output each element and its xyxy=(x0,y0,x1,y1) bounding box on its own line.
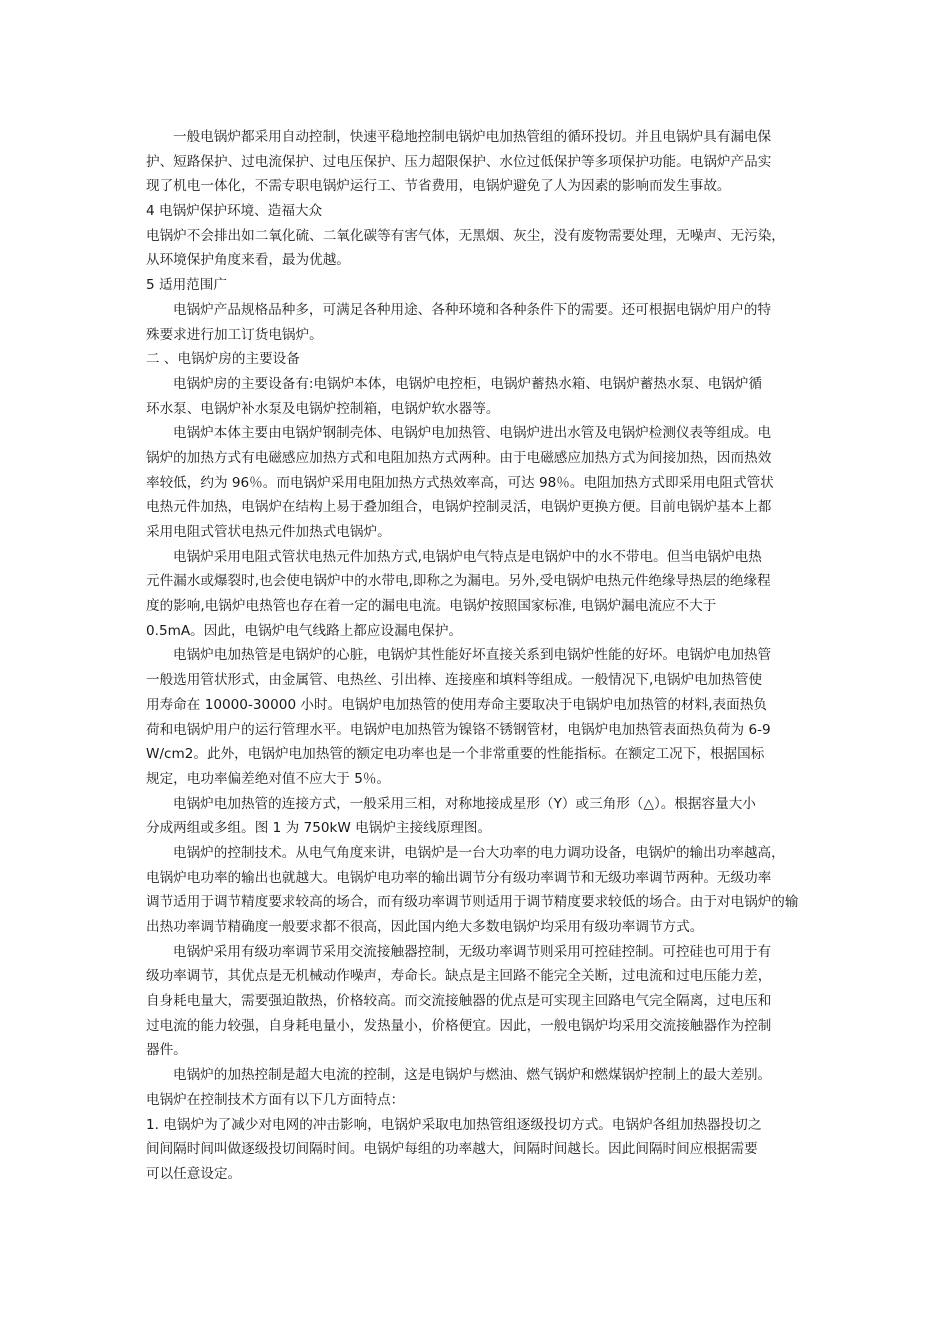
text-line: 电锅炉在控制技术方面有以下几方面特点： xyxy=(146,1091,405,1108)
text-line: 可以任意设定。 xyxy=(146,1165,242,1182)
text-line: 电锅炉产品规格品种多，可满足各种用途、各种环境和各种条件下的需要。还可根据电锅炉用户的特 xyxy=(173,301,772,318)
text-line: 电锅炉的加热控制是超大电流的控制，这是电锅炉与燃油、燃气锅炉和燃煤锅炉控制上的最大差别。 xyxy=(173,1067,772,1084)
text-line: 护、短路保护、过电流保护、过电压保护、压力超限保护、水位过低保护等多项保护功能。电锅炉产品实 xyxy=(146,153,772,170)
text-line: W/cm2。此外，电锅炉电加热管的额定电功率也是一个非常重要的性能指标。在额定工况下，根据国标 xyxy=(146,746,765,763)
text-line: 4 电锅炉保护环境、造福大众 xyxy=(146,203,323,220)
text-line: 级功率调节，其优点是无机械动作噪声，寿命长。缺点是主回路不能完全关断，过电流和过电压能力差， xyxy=(146,968,772,985)
text-line: 度的影响,电锅炉电热管也存在着一定的漏电电流。电锅炉按照国家标准, 电锅炉漏电流应不大于 xyxy=(146,598,717,615)
text-line: 荷和电锅炉用户的运行管理水平。电锅炉电加热管为镍铬不锈钢管材，电锅炉电加热管表面热负荷为 6-9 xyxy=(146,721,771,738)
text-line: 电锅炉本体主要由电锅炉钢制壳体、电锅炉电加热管、电锅炉进出水管及电锅炉检测仪表等组成。电 xyxy=(173,425,772,442)
text-line: 电锅炉电功率的输出也就越大。电锅炉电功率的输出调节分有级功率调节和无级功率调节两种。无级功率 xyxy=(146,869,772,886)
text-line: 二 、电锅炉房的主要设备 xyxy=(146,351,300,368)
text-line: 电锅炉房的主要设备有:电锅炉本体，电锅炉电控柜，电锅炉蓄热水箱、电锅炉蓄热水泵、电锅炉循 xyxy=(173,375,763,392)
text-line: 电锅炉不会排出如二氧化硫、二氧化碳等有害气体，无黑烟、灰尘，没有废物需要处理，无噪声、无污染， xyxy=(146,227,785,244)
text-line: 过电流的能力较强，自身耗电量小，发热量小，价格便宜。因此，一般电锅炉均采用交流接触器作为控制 xyxy=(146,1017,772,1034)
text-line: 电锅炉采用电阻式管状电热元件加热方式,电锅炉电气特点是电锅炉中的水不带电。但当电锅炉电热 xyxy=(173,548,762,565)
text-line: 现了机电一体化，不需专职电锅炉运行工、节省费用，电锅炉避免了人为因素的影响而发生事故。 xyxy=(146,178,731,195)
text-line: 1. 电锅炉为了减少对电网的冲击影响，电锅炉采取电加热管组逐级投切方式。电锅炉各组加热器投切之 xyxy=(146,1116,762,1133)
text-line: 率较低，约为 96％。而电锅炉采用电阻加热方式热效率高，可达 98％。电阻加热方式即采用电阻式管状 xyxy=(146,474,774,491)
text-line: 出热功率调节精确度一般要求都不很高，因此国内绝大多数电锅炉均采用有级功率调节方式。 xyxy=(146,919,704,935)
document-body xyxy=(146,125,810,1187)
text-line: 采用电阻式管状电热元件加热式电锅炉。 xyxy=(146,524,391,540)
text-line: 规定，电功率偏差绝对值不应大于 5％。 xyxy=(146,770,391,787)
text-line: 器件。 xyxy=(146,1042,187,1059)
text-line: 殊要求进行加工订货电锅炉。 xyxy=(146,326,323,343)
text-line: 调节适用于调节精度要求较高的场合，而有级功率调节则适用于调节精度要求较低的场合。由于对电锅炉的输 xyxy=(146,894,799,911)
text-line: 一般选用管状形式，由金属管、电热丝、引出棒、连接座和填料等组成。一般情况下,电锅炉电加热管使 xyxy=(146,672,763,689)
text-line: 电热元件加热，电锅炉在结构上易于叠加组合，电锅炉控制灵活，电锅炉更换方便。目前电锅炉基本上都 xyxy=(146,499,772,516)
text-line: 用寿命在 10000-30000 小时。电锅炉电加热管的使用寿命主要取决于电锅炉电加热管的材料,表面热负 xyxy=(146,696,767,713)
text-line: 电锅炉采用有级功率调节采用交流接触器控制，无级功率调节则采用可控硅控制。可控硅也可用于有 xyxy=(173,943,772,960)
text-line: 间间隔时间叫做逐级投切间隔时间。电锅炉每组的功率越大，间隔时间越长。因此间隔时间应根据需要 xyxy=(146,1141,758,1158)
text-line: 电锅炉电加热管是电锅炉的心脏，电锅炉其性能好坏直接关系到电锅炉性能的好坏。电锅炉电加热管 xyxy=(173,647,772,664)
text-line: 一般电锅炉都采用自动控制，快速平稳地控制电锅炉电加热管组的循环投切。并且电锅炉具有漏电保 xyxy=(173,129,772,145)
text-line: 电锅炉电加热管的连接方式，一般采用三相，对称地接成星形（Y）或三角形（△）。根据容量大小 xyxy=(173,795,756,812)
text-line: 自身耗电量大，需要强迫散热，价格较高。而交流接触器的优点是可实现主回路电气完全隔离，过电压和 xyxy=(146,993,772,1010)
text-line: 元件漏水或爆裂时,也会使电锅炉中的水带电,即称之为漏电。另外,受电锅炉电热元件绝缘导热层的绝缘程 xyxy=(146,573,771,590)
text-line: 0.5mA。因此，电锅炉电气线路上都应设漏电保护。 xyxy=(146,622,463,639)
text-line: 分成两组或多组。图 1 为 750kW 电锅炉主接线原理图。 xyxy=(146,820,492,837)
text-line: 电锅炉的控制技术。从电气角度来讲，电锅炉是一台大功率的电力调功设备，电锅炉的输出功率越高， xyxy=(173,844,785,861)
text-line: 环水泵、电锅炉补水泵及电锅炉控制箱，电锅炉软水器等。 xyxy=(146,400,500,417)
text-line: 5 适用范围广 xyxy=(146,277,227,294)
text-line: 锅炉的加热方式有电磁感应加热方式和电阻加热方式两种。由于电磁感应加热方式为间接加热，因而热效 xyxy=(146,449,772,466)
text-line: 从环境保护角度来看，最为优越。 xyxy=(146,252,350,269)
